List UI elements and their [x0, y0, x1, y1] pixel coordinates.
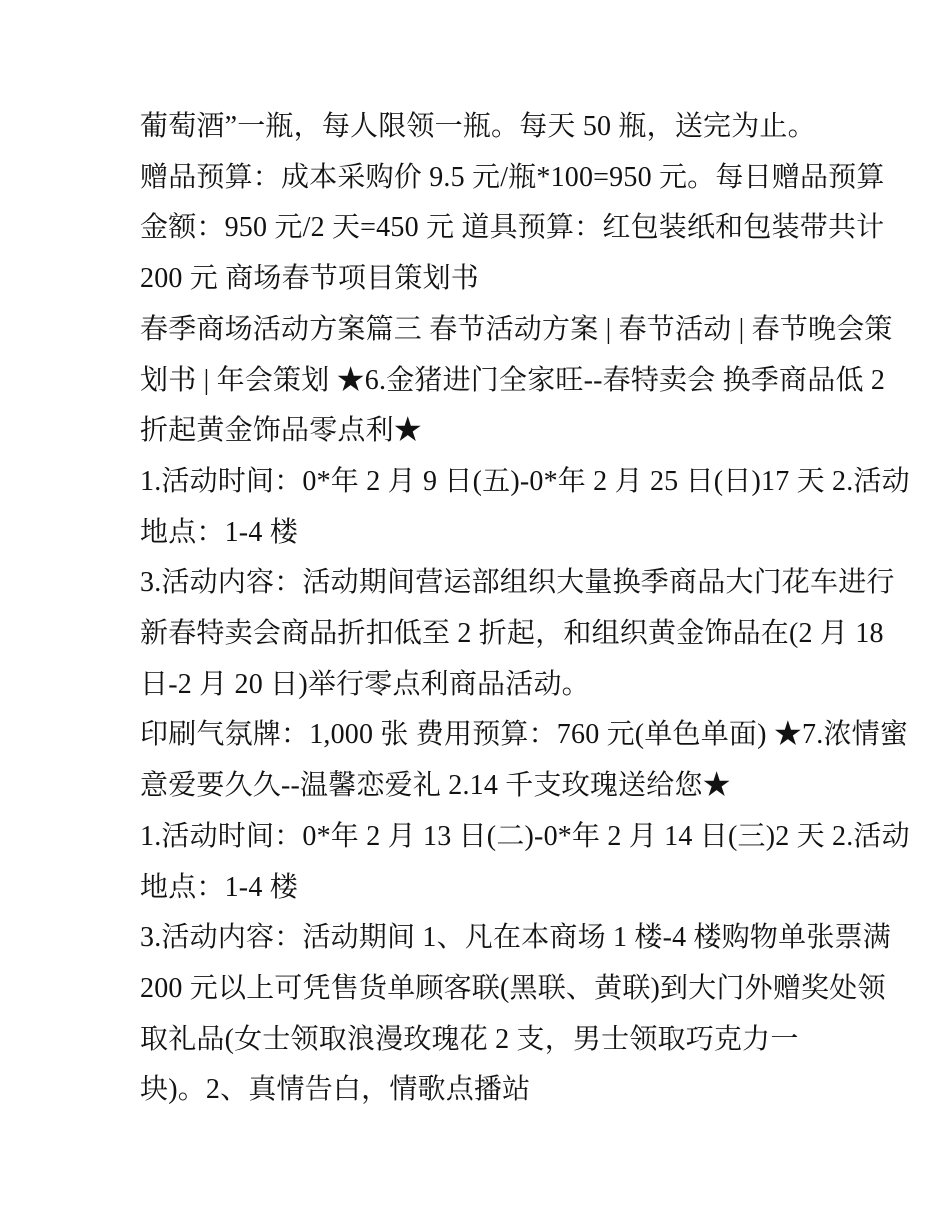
text-line: 意爱要久久--温馨恋爱礼 2.14 千支玫瑰送给您★	[140, 770, 731, 802]
text-line: 1.活动时间：0*年 2 月 9 日(五)-0*年 2 月 25 日(日)17 天 2.活动	[140, 465, 910, 497]
text-line: 金额：950 元/2 天=450 元 道具预算：红包装纸和包装带共计	[140, 212, 885, 244]
text-line: 地点：1-4 楼	[140, 871, 298, 903]
text-line: 划书 | 年会策划 ★6.金猪进门全家旺--春特卖会 换季商品低 2	[140, 364, 886, 396]
text-line: 块)。2、真情告白，情歌点播站	[140, 1074, 531, 1106]
text-line: 日-2 月 20 日)举行零点利商品活动。	[140, 668, 590, 700]
text-line: 葡萄酒”一瓶，每人限领一瓶。每天 50 瓶，送完为止。	[140, 111, 816, 142]
text-line: 3.活动内容：活动期间营运部组织大量换季商品大门花车进行	[140, 567, 895, 599]
text-line: 3.活动内容：活动期间 1、凡在本商场 1 楼-4 楼购物单张票满	[140, 922, 891, 954]
text-line: 取礼品(女士领取浪漫玫瑰花 2 支，男士领取巧克力一	[140, 1023, 799, 1055]
text-line: 200 元 商场春节项目策划书	[140, 263, 480, 295]
document-body	[140, 102, 910, 1116]
text-line: 新春特卖会商品折扣低至 2 折起，和组织黄金饰品在(2 月 18	[140, 618, 884, 650]
text-line: 春季商场活动方案篇三 春节活动方案 | 春节活动 | 春节晚会策	[140, 313, 893, 345]
text-line: 1.活动时间：0*年 2 月 13 日(二)-0*年 2 月 14 日(三)2 天 2.活动	[140, 820, 910, 852]
text-line: 赠品预算：成本采购价 9.5 元/瓶*100=950 元。每日赠品预算	[140, 161, 885, 193]
text-line: 印刷气氛牌：1,000 张 费用预算：760 元(单色单面) ★7.浓情蜜	[140, 719, 909, 751]
text-line: 折起黄金饰品零点利★	[140, 415, 423, 447]
text-line: 地点：1-4 楼	[140, 516, 298, 548]
text-line: 200 元以上可凭售货单顾客联(黑联、黄联)到大门外赠奖处领	[140, 972, 886, 1004]
